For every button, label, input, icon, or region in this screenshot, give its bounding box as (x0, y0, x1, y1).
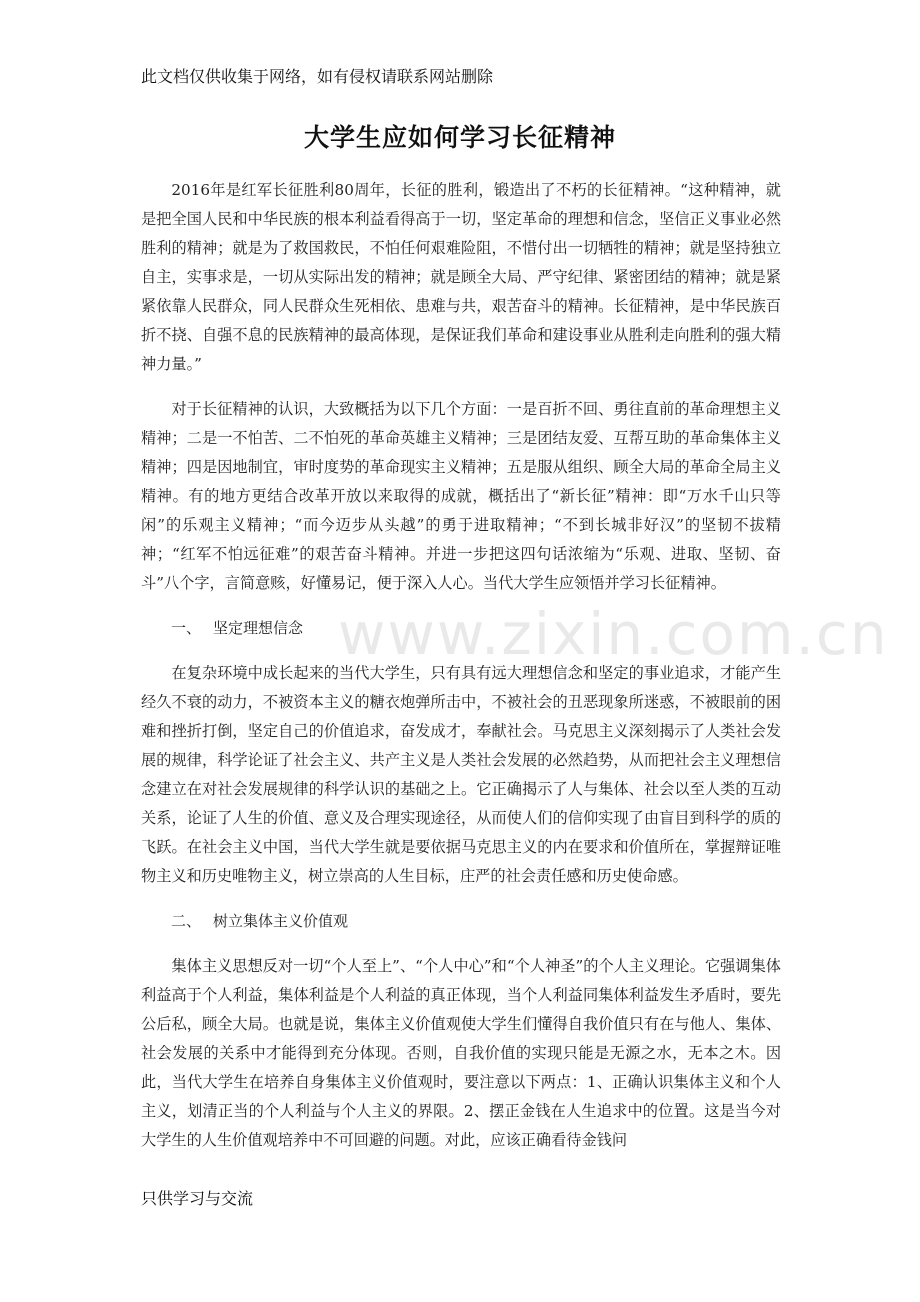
document-body (141, 176, 781, 1171)
paragraph-intro: 2016年是红军长征胜利80周年，长征的胜利，锻造出了不朽的长征精神。“这种精神，就是把全国人民和中华民族的根本利益看得高于一切，坚定革命的理想和信念，坚信正义事业必然胜利的精神；就是为了救国救民，不怕任何艰难险阻，不惜付出一切牺牲的精神；就是坚持独立自主，实事求是，一切从实际出发的精神；就是顾全大局、严守纪律、紧密团结的精神；就是紧紧依靠人民群众，同人民群众生死相依、患难与共，艰苦奋斗的精神。长征精神，是中华民族百折不挠、自强不息的民族精神的最高体现，是保证我们革命和建设事业从胜利走向胜利的强大精神力量。” (141, 181, 781, 373)
section-number: 二、 (171, 912, 202, 930)
section-heading-collectivism (141, 907, 781, 936)
paragraph-collectivism: 集体主义思想反对一切“个人至上”、“个人中心”和“个人神圣”的个人主义理论。它强调集体利益高于个人利益，集体利益是个人利益的真正体现，当个人利益同集体利益发生矛盾时，要先公后私，顾全大局。也就是说，集体主义价值观使大学生们懂得自我价值只有在与他人、集体、社会发展的关系中才能得到充分体现。否则，自我价值的实现只能是无源之水，无本之木。因此，当代大学生在培养自身集体主义价值观时，要注意以下两点：1、正确认识集体主义和个人主义，划清正当的个人利益与个人主义的界限。2、摆正金钱在人生追求中的位置。这是当今对大学生的人生价值观培养中不可回避的问题。对此，应该正确看待金钱问 (141, 957, 781, 1149)
paragraph-spirit-aspects: 对于长征精神的认识，大致概括为以下几个方面：一是百折不回、勇往直前的革命理想主义精神；二是一不怕苦、二不怕死的革命英雄主义精神；三是团结友爱、互帮互助的革命集体主义精神；四是因地制宜，审时度势的革命现实主义精神；五是服从组织、顾全大局的革命全局主义精神。有的地方更结合改革开放以来取得的成就，概括出了“新长征”精神：即“万水千山只等闲”的乐观主义精神；“而今迈步从头越”的勇于进取精神；“不到长城非好汉”的坚韧不拔精神；“红军不怕远征难”的艰苦奋斗精神。并进一步把这四句话浓缩为“乐观、进取、坚韧、奋斗”八个字，言简意赅，好懂易记，便于深入人心。当代大学生应领悟并学习长征精神。 (141, 400, 781, 592)
section-label: 树立集体主义价值观 (213, 912, 349, 930)
section-heading-ideals (141, 614, 781, 643)
section-number: 一、 (171, 619, 202, 637)
paragraph-ideals: 在复杂环境中成长起来的当代大学生，只有具有远大理想信念和坚定的事业追求，才能产生经久不衰的动力，不被资本主义的糖衣炮弹所击中，不被社会的丑恶现象所迷惑，不被眼前的困难和挫折打倒，坚定自己的价值追求，奋发成才，奉献社会。马克思主义深刻揭示了人类社会发展的规律，科学论证了社会主义、共产主义是人类社会发展的必然趋势，从而把社会主义理想信念建立在对社会发展规律的科学认识的基础之上。它正确揭示了人与集体、社会以至人类的互动关系，论证了人生的价值、意义及合理实现途径，从而使人们的信仰实现了由盲目到科学的质的飞跃。在社会主义中国，当代大学生就是要依据马克思主义的内在要求和价值所在，掌握辩证唯物主义和历史唯物主义，树立崇高的人生目标，庄严的社会责任感和历史使命感。 (141, 664, 781, 885)
site-watermark: www.zixin.com.cn (338, 600, 889, 668)
document-footer-note: 只供学习与交流 (141, 1189, 254, 1208)
document-title: 大学生应如何学习长征精神 (303, 123, 616, 152)
section-label: 坚定理想信念 (213, 619, 304, 637)
document-header-note: 此文档仅供收集于网络，如有侵权请联系网站删除 (141, 67, 494, 86)
